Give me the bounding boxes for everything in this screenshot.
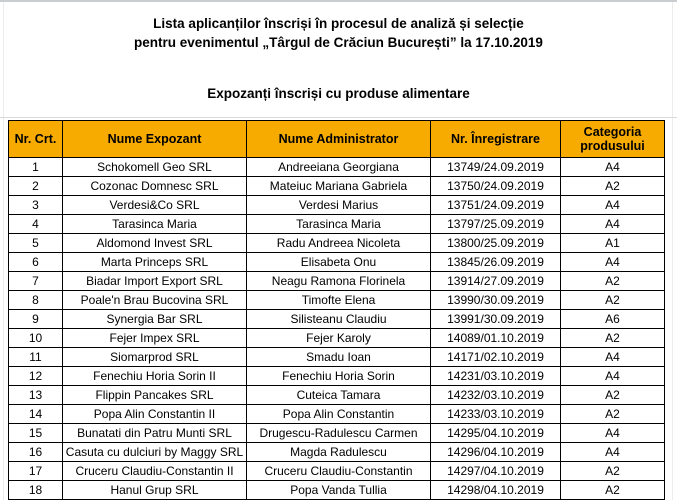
administrator-name: Fenechiu Horia Sorin: [247, 367, 431, 386]
registration-number: 14231/03.10.2019: [431, 367, 561, 386]
row-number: 2: [9, 177, 63, 196]
row-number: 10: [9, 329, 63, 348]
product-category: A2: [561, 462, 665, 481]
product-category: A4: [561, 424, 665, 443]
registration-number: 13914/27.09.2019: [431, 272, 561, 291]
exhibitor-name: Poale'n Brau Bucovina SRL: [63, 291, 247, 310]
table-body: [9, 158, 665, 500]
table-row: [9, 291, 665, 310]
product-category: A4: [561, 348, 665, 367]
page-right-edge: [672, 2, 673, 500]
page-top-edge: [0, 0, 677, 2]
product-category: A2: [561, 386, 665, 405]
table-row: [9, 215, 665, 234]
page-title-line2: pentru evenimentul „Târgul de Crăciun București” la 17.10.2019: [134, 35, 543, 50]
registration-number: 13991/30.09.2019: [431, 310, 561, 329]
registration-number: 14232/03.10.2019: [431, 386, 561, 405]
row-number: 4: [9, 215, 63, 234]
administrator-name: Timofte Elena: [247, 291, 431, 310]
row-number: 7: [9, 272, 63, 291]
row-number: 1: [9, 158, 63, 177]
product-category: A4: [561, 158, 665, 177]
exhibitor-name: Hanul Grup SRL: [63, 481, 247, 500]
registration-number: 13990/30.09.2019: [431, 291, 561, 310]
page-left-edge: [3, 2, 4, 500]
exhibitor-name: Synergia Bar SRL: [63, 310, 247, 329]
product-category: A2: [561, 177, 665, 196]
table-row: [9, 158, 665, 177]
exhibitor-name: Biadar Import Export SRL: [63, 272, 247, 291]
column-header-3: Nr. Înregistrare: [431, 121, 561, 158]
product-category: A6: [561, 310, 665, 329]
administrator-name: Andreeiana Georgiana: [247, 158, 431, 177]
row-number: 5: [9, 234, 63, 253]
administrator-name: Cuteica Tamara: [247, 386, 431, 405]
product-category: A4: [561, 215, 665, 234]
column-header-2: Nume Administrator: [247, 121, 431, 158]
product-category: A2: [561, 405, 665, 424]
table-row: [9, 234, 665, 253]
administrator-name: Elisabeta Onu: [247, 253, 431, 272]
registration-number: 14295/04.10.2019: [431, 424, 561, 443]
row-number: 8: [9, 291, 63, 310]
product-category: A4: [561, 443, 665, 462]
table-row: [9, 405, 665, 424]
administrator-name: Cruceru Claudiu-Constantin: [247, 462, 431, 481]
exhibitor-name: Bunatati din Patru Munti SRL: [63, 424, 247, 443]
page-title-line1: Lista aplicanților înscriși în procesul de analiză și selecție: [153, 16, 524, 31]
registration-number: 13797/25.09.2019: [431, 215, 561, 234]
row-number: 13: [9, 386, 63, 405]
table-row: [9, 272, 665, 291]
product-category: A1: [561, 234, 665, 253]
administrator-name: Neagu Ramona Florinela: [247, 272, 431, 291]
page-title: [0, 14, 677, 52]
exhibitor-name: Cruceru Claudiu-Constantin II: [63, 462, 247, 481]
administrator-name: Fejer Karoly: [247, 329, 431, 348]
registration-number: 14171/02.10.2019: [431, 348, 561, 367]
product-category: A2: [561, 272, 665, 291]
column-header-0: Nr. Crt.: [9, 121, 63, 158]
administrator-name: Radu Andreea Nicoleta: [247, 234, 431, 253]
exhibitor-name: Marta Princeps SRL: [63, 253, 247, 272]
registration-number: 14089/01.10.2019: [431, 329, 561, 348]
product-category: A2: [561, 329, 665, 348]
registration-number: 13845/26.09.2019: [431, 253, 561, 272]
table-row: [9, 386, 665, 405]
row-number: 15: [9, 424, 63, 443]
table-row: [9, 367, 665, 386]
table-row: [9, 253, 665, 272]
row-number: 14: [9, 405, 63, 424]
row-number: 11: [9, 348, 63, 367]
administrator-name: Drugescu-Radulescu Carmen: [247, 424, 431, 443]
table-row: [9, 348, 665, 367]
applicants-table: [8, 120, 665, 500]
table-row: [9, 196, 665, 215]
row-number: 12: [9, 367, 63, 386]
registration-number: 13751/24.09.2019: [431, 196, 561, 215]
registration-number: 13800/25.09.2019: [431, 234, 561, 253]
row-number: 6: [9, 253, 63, 272]
registration-number: 14298/04.10.2019: [431, 481, 561, 500]
registration-number: 14296/04.10.2019: [431, 443, 561, 462]
row-number: 18: [9, 481, 63, 500]
exhibitor-name: Siomarprod SRL: [63, 348, 247, 367]
administrator-name: Popa Alin Constantin: [247, 405, 431, 424]
product-category: A4: [561, 196, 665, 215]
product-category: A4: [561, 253, 665, 272]
exhibitor-name: Schokomell Geo SRL: [63, 158, 247, 177]
exhibitor-name: Cozonac Domnesc SRL: [63, 177, 247, 196]
table-row: [9, 177, 665, 196]
table-row: [9, 462, 665, 481]
registration-number: 14297/04.10.2019: [431, 462, 561, 481]
table-row: [9, 329, 665, 348]
administrator-name: Verdesi Marius: [247, 196, 431, 215]
exhibitor-name: Fejer Impex SRL: [63, 329, 247, 348]
exhibitor-name: Popa Alin Constantin II: [63, 405, 247, 424]
exhibitor-name: Casuta cu dulciuri by Maggy SRL: [63, 443, 247, 462]
registration-number: 13749/24.09.2019: [431, 158, 561, 177]
product-category: A2: [561, 481, 665, 500]
administrator-name: Smadu Ioan: [247, 348, 431, 367]
product-category: A4: [561, 367, 665, 386]
administrator-name: Silisteanu Claudiu: [247, 310, 431, 329]
registration-number: 13750/24.09.2019: [431, 177, 561, 196]
row-number: 9: [9, 310, 63, 329]
table-row: [9, 424, 665, 443]
exhibitor-name: Tarasinca Maria: [63, 215, 247, 234]
exhibitor-name: Flippin Pancakes SRL: [63, 386, 247, 405]
administrator-name: Magda Radulescu: [247, 443, 431, 462]
exhibitor-name: Aldomond Invest SRL: [63, 234, 247, 253]
divider-line: [0, 117, 677, 118]
column-header-1: Nume Expozant: [63, 121, 247, 158]
registration-number: 14233/03.10.2019: [431, 405, 561, 424]
exhibitor-name: Fenechiu Horia Sorin II: [63, 367, 247, 386]
table-row: [9, 310, 665, 329]
administrator-name: Mateiuc Mariana Gabriela: [247, 177, 431, 196]
table-row: [9, 481, 665, 500]
administrator-name: Popa Vanda Tullia: [247, 481, 431, 500]
table-header-row: [9, 121, 665, 158]
table-row: [9, 443, 665, 462]
product-category: A2: [561, 291, 665, 310]
exhibitor-name: Verdesi&Co SRL: [63, 196, 247, 215]
section-subtitle: Expozanți înscriși cu produse alimentare: [207, 86, 470, 101]
row-number: 16: [9, 443, 63, 462]
row-number: 3: [9, 196, 63, 215]
column-header-4: Categoria produsului: [561, 121, 665, 158]
administrator-name: Tarasinca Maria: [247, 215, 431, 234]
row-number: 17: [9, 462, 63, 481]
